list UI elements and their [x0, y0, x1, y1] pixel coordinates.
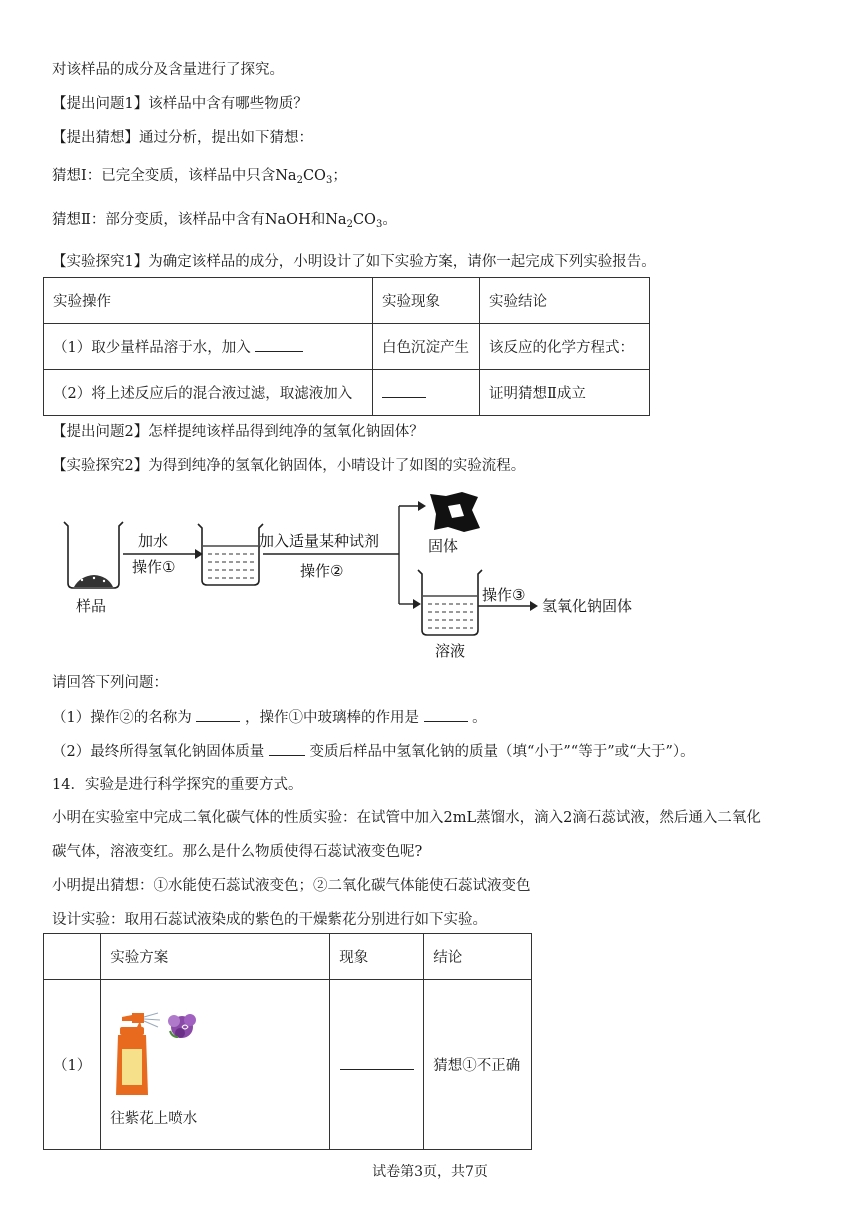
- answer-blank[interactable]: [424, 707, 468, 722]
- table-header-cell: 实验现象: [373, 278, 480, 324]
- table-cell: （2）将上述反应后的混合液过滤，取滤液加入: [44, 370, 373, 416]
- table-header-cell: 结论: [424, 934, 532, 980]
- answer-heading: 请回答下列问题：: [52, 675, 168, 691]
- table-header-cell: 现象: [330, 934, 424, 980]
- table-row: [44, 278, 650, 324]
- table-cell: （1）取少量样品溶于水，加入: [44, 324, 373, 370]
- table-row: [44, 324, 650, 370]
- experiment-caption: 往紫花上喷水: [110, 1111, 198, 1127]
- table-cell: 白色沉淀产生: [373, 324, 480, 370]
- flow-label-naoh-solid: 氢氧化钠固体: [542, 597, 633, 615]
- beaker-sample-icon: [64, 522, 123, 588]
- table-row: [44, 934, 532, 980]
- page-footer: 试卷第3页，共7页: [372, 1164, 488, 1180]
- question-14-paragraph: 小明在实验室中完成二氧化碳气体的性质实验：在试管中加入2mL蒸馏水，滴入2滴石蕊试液，然后通入二氧化: [52, 810, 761, 826]
- question-14: 14．实验是进行科学探究的重要方式。: [52, 777, 303, 793]
- answer-1: （1）操作②的名称为 ，操作①中玻璃棒的作用是 。: [52, 707, 487, 728]
- experiment-1-table: [43, 277, 650, 416]
- experiment-1-heading: 【实验探究1】为确定该样品的成分，小明设计了如下实验方案，请你一起完成下列实验报告。: [52, 254, 656, 270]
- answer-2: （2）最终所得氢氧化钠固体质量 变质后样品中氢氧化钠的质量（填“小于”“等于”或“大于”）。: [52, 741, 695, 762]
- beaker-solution-icon: [418, 570, 482, 635]
- hypothesis-1: 猜想Ⅰ：已完全变质，该样品中只含$Na_2CO_3$；: [52, 168, 347, 186]
- intro-text: 对该样品的成分及含量进行了探究。: [52, 62, 284, 78]
- spray-bottle-flower-icon: [110, 1007, 210, 1099]
- experiment-2-table: [43, 933, 532, 1150]
- experiment-design-text: 设计实验：取用石蕊试液染成的紫色的干燥紫花分别进行如下实验。: [52, 912, 487, 928]
- experiment-2-heading: 【实验探究2】为得到纯净的氢氧化钠固体，小晴设计了如图的实验流程。: [52, 458, 526, 474]
- table-cell: 猜想①不正确: [424, 980, 532, 1150]
- flow-label-op1: 操作①: [132, 558, 176, 576]
- flow-label-add-water: 加水: [138, 532, 169, 550]
- solid-residue-icon: [430, 492, 480, 532]
- flow-label-solid: 固体: [428, 537, 459, 555]
- table-header-cell: 实验方案: [101, 934, 330, 980]
- experiment-flowchart: [52, 488, 692, 668]
- flow-label-add-reagent: 加入适量某种试剂: [259, 532, 380, 550]
- table-header-cell: 实验结论: [480, 278, 650, 324]
- flow-label-solution: 溶液: [435, 642, 466, 660]
- table-cell: 证明猜想Ⅱ成立: [480, 370, 650, 416]
- flow-label-op2: 操作②: [300, 562, 344, 580]
- answer-blank[interactable]: [269, 741, 305, 756]
- answer-blank[interactable]: [382, 383, 426, 398]
- hypothesis-heading: 【提出猜想】通过分析，提出如下猜想：: [52, 130, 313, 146]
- question-2: 【提出问题2】怎样提纯该样品得到纯净的氢氧化钠固体？: [52, 424, 424, 440]
- flow-label-sample: 样品: [76, 597, 107, 615]
- table-row: [44, 980, 532, 1150]
- answer-blank[interactable]: [340, 1055, 414, 1070]
- table-cell: [101, 980, 330, 1150]
- answer-blank[interactable]: [255, 337, 303, 352]
- hypothesis-2: 猜想Ⅱ：部分变质，该样品中含有NaOH和$Na_2CO_3$。: [52, 212, 397, 230]
- table-cell: [373, 370, 480, 416]
- table-row: [44, 370, 650, 416]
- question-14-paragraph: 碳气体，溶液变红。那么是什么物质使得石蕊试液变色呢?: [52, 844, 423, 860]
- table-header-cell: [44, 934, 101, 980]
- table-cell: [330, 980, 424, 1150]
- flow-label-op3: 操作③: [482, 586, 526, 604]
- question-1: 【提出问题1】该样品中含有哪些物质？: [52, 96, 308, 112]
- table-cell: （1）: [44, 980, 101, 1150]
- answer-blank[interactable]: [196, 707, 240, 722]
- table-header-cell: 实验操作: [44, 278, 373, 324]
- beaker-water-icon: [198, 524, 263, 585]
- hypothesis-text: 小明提出猜想：①水能使石蕊试液变色；②二氧化碳气体能使石蕊试液变色: [52, 878, 531, 894]
- table-cell: 该反应的化学方程式：: [480, 324, 650, 370]
